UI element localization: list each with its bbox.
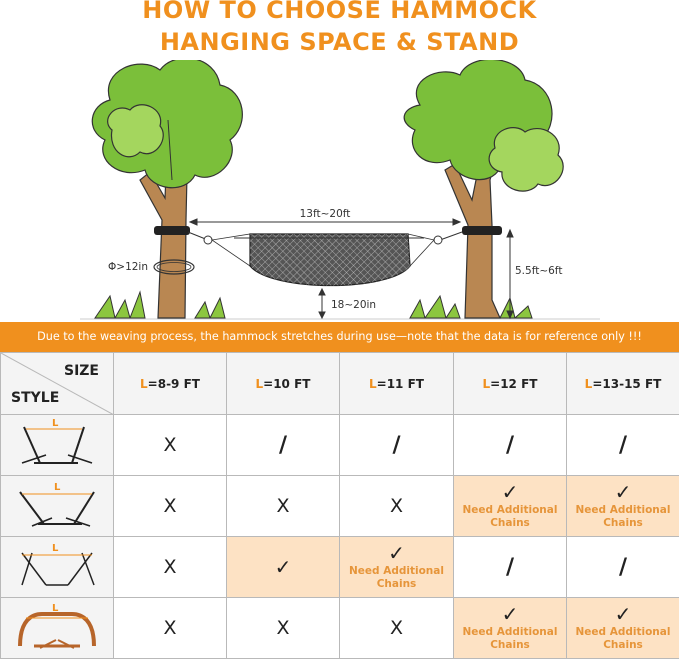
hammock [188, 232, 462, 286]
need-chains-note: Need Additional Chains [349, 565, 444, 590]
need-chains-note: Need Additional Chains [575, 504, 671, 529]
cell-slash [454, 537, 567, 598]
cell-slash [227, 415, 340, 476]
style-header: STYLE [11, 390, 60, 406]
corner-cell [1, 353, 114, 415]
compatibility-table [0, 352, 679, 659]
cell-slash [340, 415, 454, 476]
cell-x [114, 476, 227, 537]
stand-style-1 [1, 415, 114, 476]
cell-need [567, 476, 679, 537]
clearance-label: 18~20in [331, 299, 377, 311]
svg-text:L: L [52, 543, 59, 554]
x-mark: X [163, 434, 177, 456]
svg-text:L: L [52, 603, 59, 614]
column-header: L=8-9 FT [114, 353, 227, 415]
need-chains-note: Need Additional Chains [575, 626, 671, 651]
table-header-row [1, 353, 679, 415]
reference-banner: Due to the weaving process, the hammock stretches during use—note that the data is for reference only !!! [0, 322, 679, 352]
slash-mark: / [392, 432, 401, 458]
need-chains-note: Need Additional Chains [462, 626, 558, 651]
table-row [1, 598, 679, 659]
cell-x [114, 598, 227, 659]
page-title-line-1: HOW TO CHOOSE HAMMOCK [142, 0, 537, 24]
table-row [1, 537, 679, 598]
height-label: 5.5ft~6ft [515, 265, 563, 277]
wooden-arc-stand-icon [12, 600, 102, 652]
stand-style-2 [1, 476, 114, 537]
cell-x [340, 476, 454, 537]
cell-x [227, 598, 340, 659]
table-row [1, 476, 679, 537]
cell-slash [567, 415, 679, 476]
x-mark: X [163, 495, 177, 517]
need-chains-note: Need Additional Chains [462, 504, 558, 529]
table-row [1, 415, 679, 476]
frame-stand-icon [12, 539, 102, 591]
stand-style-4 [1, 598, 114, 659]
check-mark: ✓ [614, 480, 632, 504]
slash-mark: / [618, 554, 628, 580]
cell-x [340, 598, 454, 659]
column-header: L=10 FT [227, 353, 340, 415]
column-header: L=11 FT [340, 353, 454, 415]
x-mark: X [163, 556, 177, 578]
page-title-line-2: HANGING SPACE & STAND [159, 28, 520, 56]
x-mark: X [276, 617, 290, 639]
check-mark: ✓ [614, 602, 632, 626]
slash-mark: / [278, 432, 288, 458]
long-steel-stand-icon [12, 478, 102, 530]
svg-text:L: L [54, 482, 61, 493]
steel-stand-icon [12, 417, 102, 469]
x-mark: X [389, 495, 404, 517]
column-header: L=12 FT [454, 353, 567, 415]
clearance-dimension [319, 289, 325, 318]
cell-need [567, 598, 679, 659]
cell-need [454, 476, 567, 537]
span-label: 13ft~20ft [299, 208, 351, 220]
x-mark: X [276, 495, 290, 517]
cell-check [227, 537, 340, 598]
size-header: SIZE [63, 363, 99, 379]
x-mark: X [389, 617, 404, 639]
check-mark: ✓ [501, 602, 519, 626]
right-tree [404, 60, 563, 318]
cell-need [454, 598, 567, 659]
cell-need [340, 537, 454, 598]
cell-x [114, 537, 227, 598]
check-mark: ✓ [501, 480, 519, 504]
trunk-diameter-label: Φ>12in [108, 261, 148, 273]
hammock-diagram [0, 60, 679, 322]
cell-slash [454, 415, 567, 476]
check-mark: ✓ [274, 555, 292, 579]
stand-style-3 [1, 537, 114, 598]
cell-slash [567, 537, 679, 598]
cell-x [114, 415, 227, 476]
slash-mark: / [505, 554, 515, 580]
slash-mark: / [505, 432, 515, 458]
column-header: L=13-15 FT [567, 353, 679, 415]
x-mark: X [163, 617, 177, 639]
svg-text:L: L [52, 418, 59, 429]
check-mark: ✓ [388, 541, 405, 565]
left-tree [92, 60, 242, 318]
cell-x [227, 476, 340, 537]
slash-mark: / [618, 432, 628, 458]
